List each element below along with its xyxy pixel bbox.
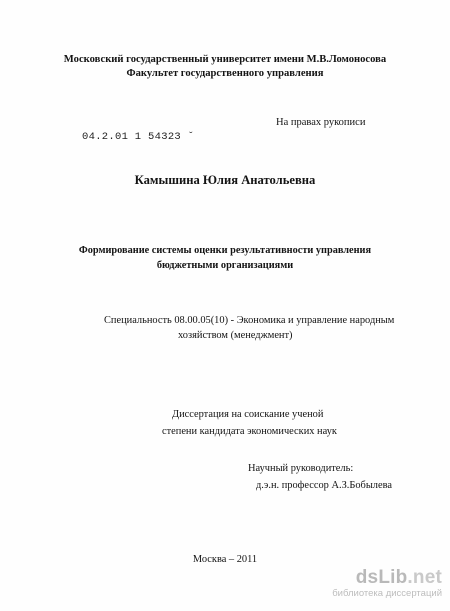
place-and-year: Москва – 2011 [192,554,258,565]
supervisor-label: Научный руководитель: [248,463,354,474]
thesis-title-line-2: бюджетными организациями [156,260,294,271]
speciality-line-2: хозяйством (менеджмент) [178,330,293,341]
logo-part-lib: Lib [378,567,408,588]
thesis-title-line-1: Формирование системы оценки результативности управления [78,245,372,256]
logo-part-ds: ds [355,567,379,588]
watermark-subtitle: библиотека диссертаций [332,588,442,599]
dissertation-line-1: Диссертация на соискание ученой [172,409,324,420]
rights-note: На правах рукописи [276,117,366,128]
author-name: Камышина Юлия Анатольевна [134,173,316,187]
dissertation-line-2: степени кандидата экономических наук [162,426,337,437]
dslib-watermark [330,568,442,599]
catalog-stamp: 04.2.01 1 54323 ˇ [82,131,195,143]
speciality-line-1: Специальность 08.00.05(10) - Экономика и управление народным [104,315,395,326]
dslib-logo [330,568,442,587]
faculty-name: Факультет государственного управления [126,68,324,79]
logo-part-net: .net [407,567,442,588]
university-name: Московский государственный университет имени М.В.Ломоносова [63,54,387,65]
supervisor-name: д.э.н. профессор А.З.Бобылева [256,480,392,491]
